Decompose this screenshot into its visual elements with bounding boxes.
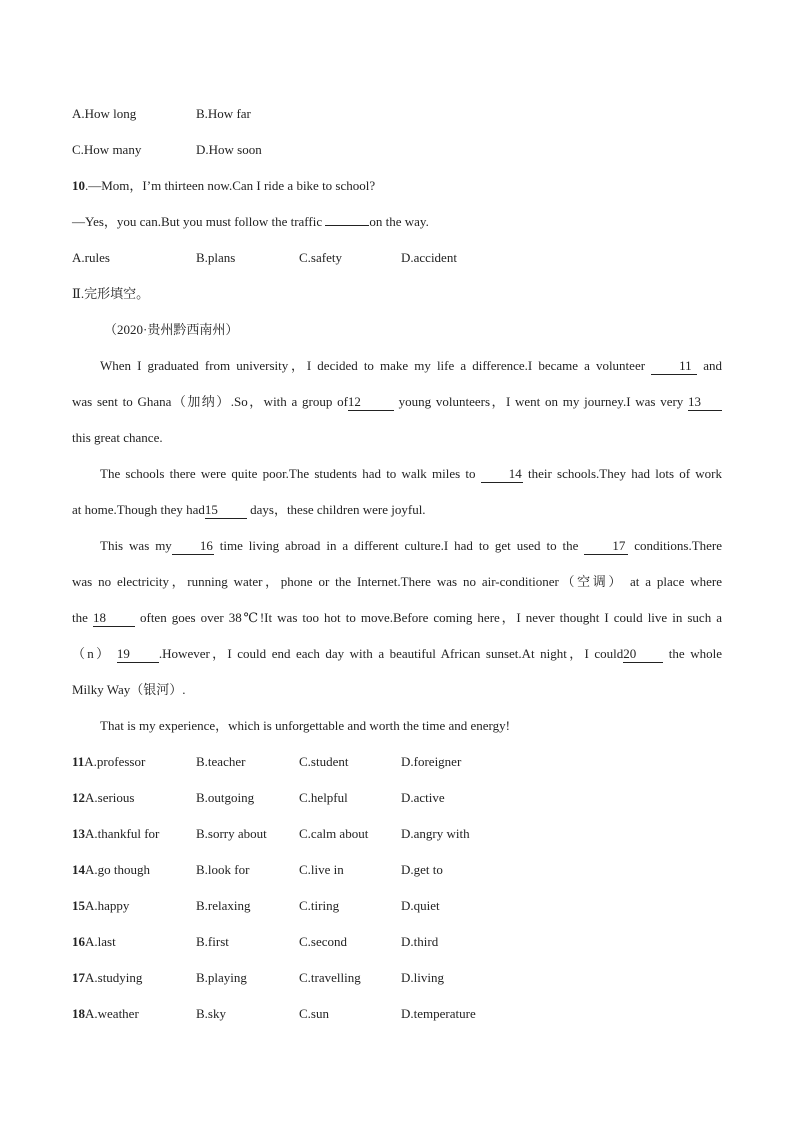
blank-19: 19: [117, 646, 159, 663]
q11-number: 11: [72, 754, 85, 769]
p3-line-1: [72, 528, 722, 564]
q12-option-c: C.helpful: [299, 790, 348, 805]
passage-paragraph-1: [72, 348, 722, 456]
q12-option-b: B.outgoing: [196, 790, 255, 805]
p3-line-3: [72, 600, 722, 636]
q15-option-a: [72, 896, 196, 916]
q11-option-c: C.student: [299, 754, 349, 769]
question-14: [72, 860, 443, 880]
question-17: [72, 968, 444, 988]
q10-stem-2-pre: —Yes，you can.But you must follow the traffic: [72, 214, 326, 229]
q15-option-b: B.relaxing: [196, 898, 251, 913]
q11-option-d: D.foreigner: [401, 754, 462, 769]
p1-text-a: When I graduated from university，I decided to make my life a difference.I became a volunteer: [100, 358, 646, 373]
q14-a-text: A.go though: [85, 862, 150, 877]
q16-a-text: A.last: [85, 934, 116, 949]
q9-options-row-2: [72, 140, 262, 160]
q10-option-c: C.safety: [299, 250, 342, 265]
p1-text-d: young volunteers，I went on my journey.I was very: [398, 394, 684, 409]
p4-line-1: That is my experience，which is unforgettable and worth the time and energy!: [100, 718, 510, 733]
p1-line-1: [72, 348, 722, 384]
p3-text-b: time living abroad in a different culture.I had to get used to the: [219, 538, 579, 553]
blank-17: 17: [584, 538, 628, 555]
q17-option-c: C.travelling: [299, 970, 361, 985]
q13-option-a: [72, 824, 196, 844]
q10-options: [72, 248, 457, 268]
q18-number: 18: [72, 1006, 85, 1021]
q15-number: 15: [72, 898, 85, 913]
p1-line-2: [72, 384, 722, 420]
blank-16: 16: [172, 538, 214, 555]
p3-text-c: conditions.There: [634, 538, 723, 553]
blank-13: 13: [688, 394, 722, 411]
p3-text-f: （n）: [72, 646, 112, 661]
q18-option-b: B.sky: [196, 1006, 226, 1021]
q18-option-d: D.temperature: [401, 1006, 476, 1021]
q17-option-a: [72, 968, 196, 988]
q10-number: 10: [72, 178, 85, 193]
p2-line-1: [72, 456, 722, 492]
q12-option-a: [72, 788, 196, 808]
q9-option-a: A.How long: [72, 106, 137, 121]
passage-source: （2020·贵州黔西南州）: [104, 322, 239, 337]
q14-option-a: [72, 860, 196, 880]
q11-option-a: [72, 752, 196, 772]
q9-option-c: C.How many: [72, 142, 142, 157]
p3-text-h: the whole: [668, 646, 722, 661]
question-16: [72, 932, 438, 952]
q10-blank: [325, 225, 369, 226]
q14-option-b: B.look for: [196, 862, 250, 877]
passage-paragraph-2: [72, 456, 722, 528]
p1-text-b: and: [703, 358, 723, 373]
q13-option-d: D.angry with: [401, 826, 470, 841]
section-title: Ⅱ.完形填空。: [72, 286, 150, 301]
blank-12: 12: [348, 394, 394, 411]
q9-option-d: D.How soon: [196, 142, 262, 157]
q17-number: 17: [72, 970, 85, 985]
question-11: [72, 752, 461, 772]
p2-text-b: their schools.They had lots of work: [528, 466, 723, 481]
p2-text-a: The schools there were quite poor.The students had to walk miles to: [100, 466, 476, 481]
q10-stem-2-post: on the way.: [369, 214, 429, 229]
q11-a-text: A.professor: [84, 754, 146, 769]
q13-a-text: A.thankful for: [85, 826, 160, 841]
q14-option-d: D.get to: [401, 862, 443, 877]
q10-stem-line-1: [72, 176, 375, 196]
q14-number: 14: [72, 862, 85, 877]
q11-option-b: B.teacher: [196, 754, 246, 769]
q12-number: 12: [72, 790, 85, 805]
q12-option-d: D.active: [401, 790, 445, 805]
q15-option-d: D.quiet: [401, 898, 440, 913]
p1-line-3: this great chance.: [72, 430, 163, 445]
q12-a-text: A.serious: [85, 790, 135, 805]
p2-line-2: [72, 492, 722, 528]
question-18: [72, 1004, 476, 1024]
q18-option-a: [72, 1004, 196, 1024]
q16-option-a: [72, 932, 196, 952]
p3-line-4: [72, 636, 722, 672]
p3-text-a: This was my: [100, 538, 172, 553]
q10-stem-1: .—Mom，I’m thirteen now.Can I ride a bike to school?: [85, 178, 376, 193]
p2-text-c: at home.Though they had: [72, 502, 205, 517]
q13-option-c: C.calm about: [299, 826, 369, 841]
p3-line-2: was no electricity，running water，phone or the Internet.There was no air-conditioner（空调） at a place where: [72, 574, 722, 589]
p1-text-c: was sent to Ghana（加纳）.So，with a group of: [72, 394, 348, 409]
q15-option-c: C.tiring: [299, 898, 340, 913]
q14-option-c: C.live in: [299, 862, 344, 877]
q18-a-text: A.weather: [85, 1006, 139, 1021]
q10-option-d: D.accident: [401, 250, 457, 265]
q13-option-b: B.sorry about: [196, 826, 267, 841]
passage-paragraph-4: [72, 708, 722, 744]
p3-text-d: the: [72, 610, 88, 625]
q10-option-a: A.rules: [72, 250, 110, 265]
q10-stem-line-2: [72, 212, 429, 232]
p3-line-5: Milky Way（银河）.: [72, 682, 186, 697]
q16-option-d: D.third: [401, 934, 439, 949]
blank-14: 14: [481, 466, 523, 483]
q13-number: 13: [72, 826, 85, 841]
q9-options-row-1: [72, 104, 251, 124]
q16-option-c: C.second: [299, 934, 348, 949]
q15-a-text: A.happy: [85, 898, 130, 913]
blank-20: 20: [623, 646, 663, 663]
question-12: [72, 788, 445, 808]
q17-option-b: B.playing: [196, 970, 247, 985]
q16-option-b: B.first: [196, 934, 229, 949]
q18-option-c: C.sun: [299, 1006, 329, 1021]
blank-11: 11: [651, 358, 697, 375]
q10-option-b: B.plans: [196, 250, 236, 265]
passage-paragraph-3: [72, 528, 722, 708]
p3-text-g: .However，I could end each day with a beautiful African sunset.At night，I could: [158, 646, 624, 661]
question-15: [72, 896, 440, 916]
q16-number: 16: [72, 934, 85, 949]
blank-18: 18: [93, 610, 135, 627]
p3-text-e: often goes over 38℃!It was too hot to move.Before coming here，I never thought I could live in such a: [139, 610, 723, 625]
question-13: [72, 824, 470, 844]
q17-a-text: A.studying: [85, 970, 143, 985]
blank-15: 15: [205, 502, 247, 519]
q9-option-b: B.How far: [196, 106, 251, 121]
p2-text-d: days，these children were joyful.: [250, 502, 426, 517]
q17-option-d: D.living: [401, 970, 444, 985]
